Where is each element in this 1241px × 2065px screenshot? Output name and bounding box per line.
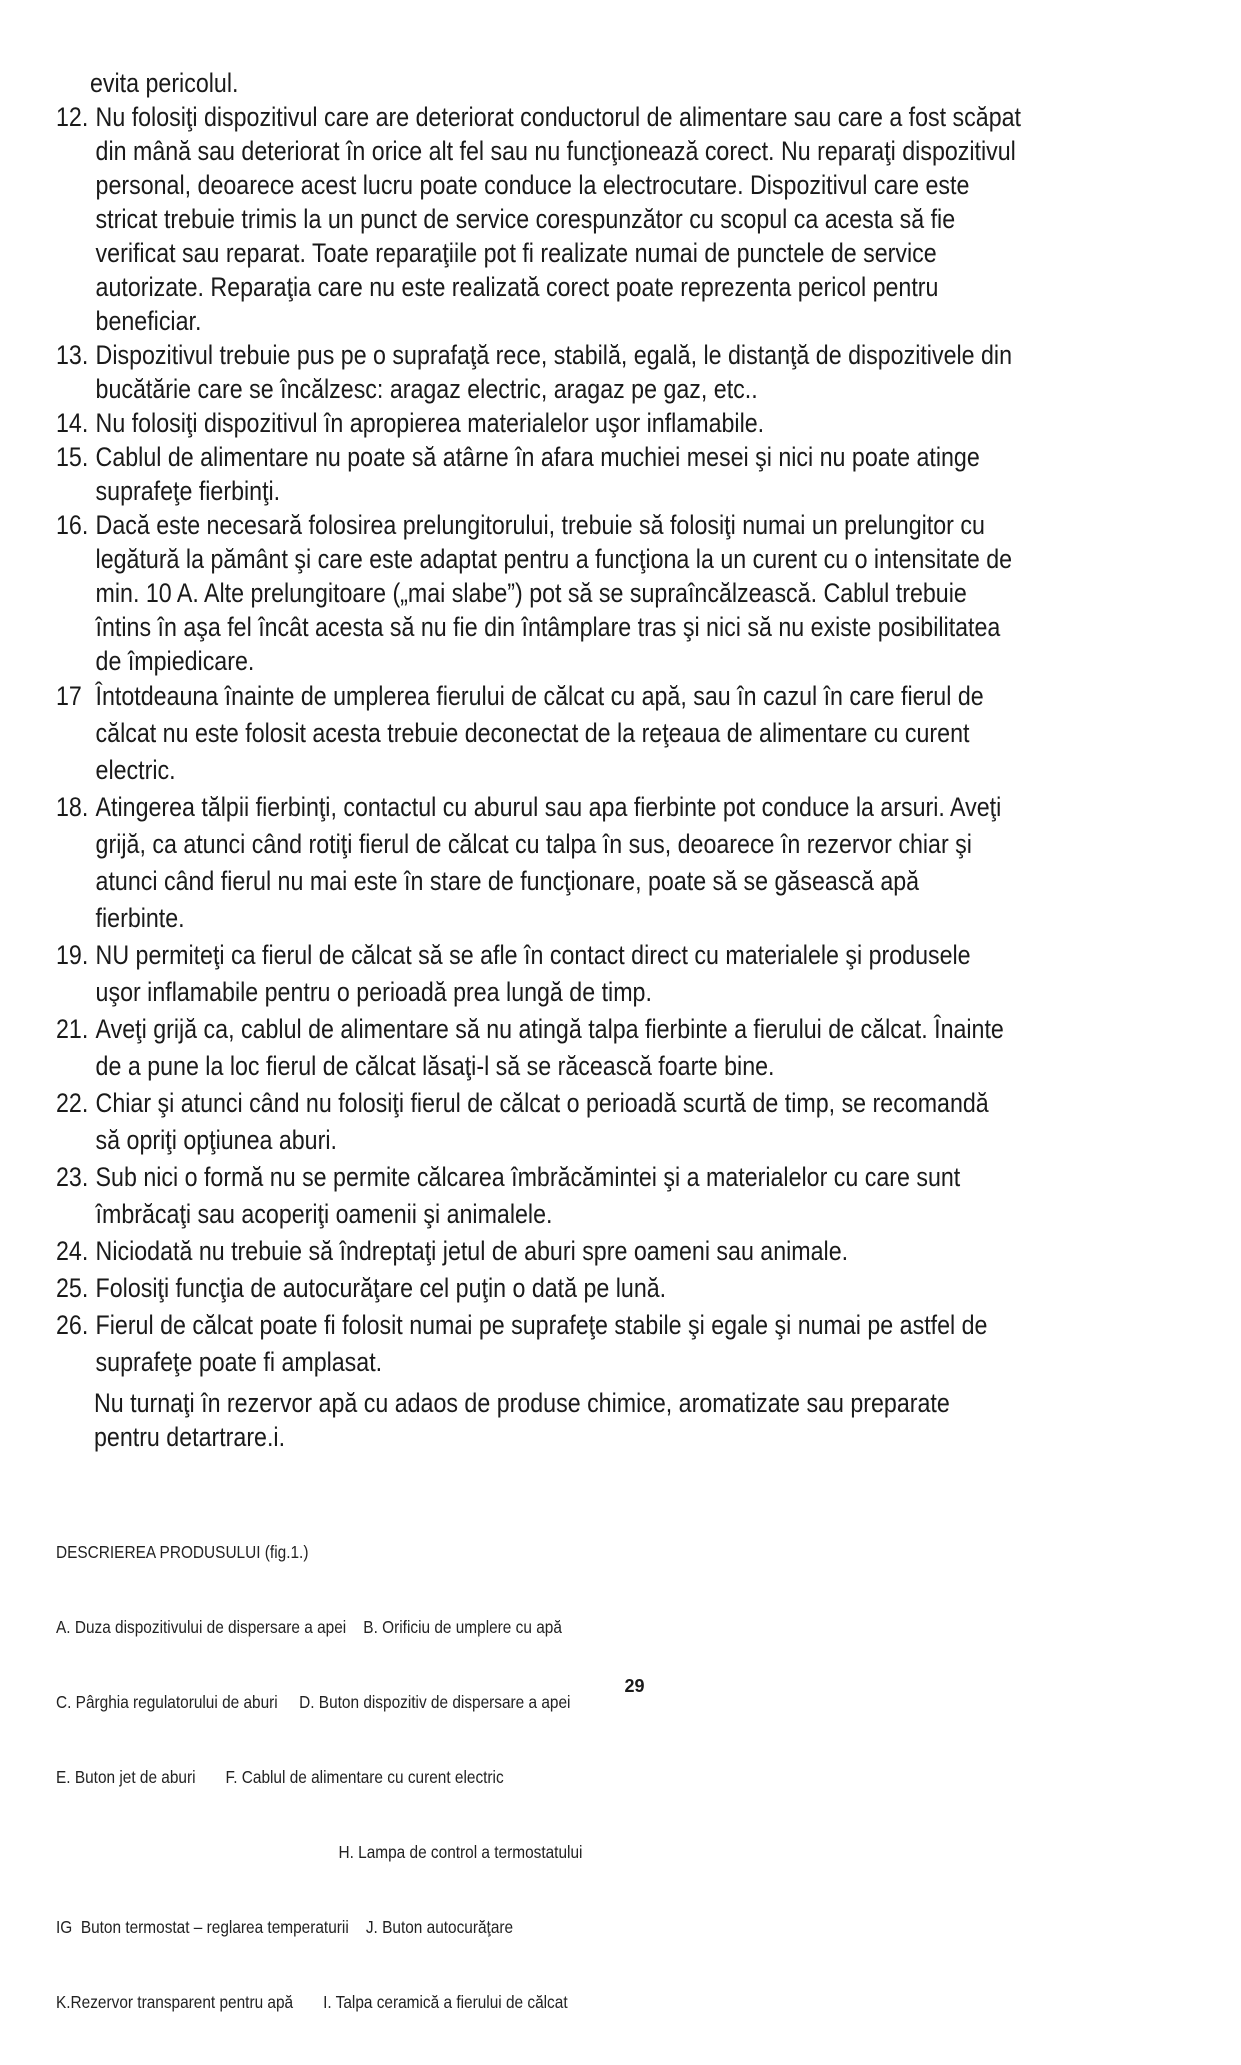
- description-title: DESCRIEREA PRODUSULUI (fig.1.): [56, 1542, 309, 1562]
- description-row: A. Duza dispozitivului de dispersare a apei B. Orificiu de umplere cu apă: [56, 1617, 562, 1637]
- list-item-number: 25.: [56, 1273, 89, 1303]
- list-item-text: Niciodată nu trebuie să îndreptaţi jetul de aburi spre oameni sau animale.: [95, 1236, 849, 1266]
- description-row: C. Pârghia regulatorului de aburi D. Buton dispozitiv de dispersare a apei: [56, 1692, 571, 1712]
- list-item-text: Atingerea tălpii fierbinţi, contactul cu aburul sau apa fierbinte pot conduce la arsuri. Aveţi grijă, ca atunci când rotiţi fierul de călcat cu talpa în sus, deoarece în rezervor chiar şi atunci când fierul nu mai este în stare de funcţionare, poate să se găsească apă fierbinte.: [95, 792, 1002, 933]
- list-item-text: Fierul de călcat poate fi folosit numai pe suprafeţe stabile şi egale şi numai pe astfel de suprafeţe poate fi amplasat.: [95, 1310, 988, 1377]
- warning-note: Nu turnaţi în rezervor apă cu adaos de produse chimice, aromatizate sau preparate pentru detartrare.i.: [94, 1388, 950, 1452]
- list-item: [56, 1159, 1221, 1233]
- continued-text: evita pericolul.: [90, 68, 239, 98]
- list-item: [56, 1085, 1221, 1159]
- list-item-text: Nu folosiţi dispozitivul care are deteriorat conductorul de alimentare sau care a fost scăpat din mână sau deteriorat în orice alt fel sau nu funcţionează corect. Nu reparaţi dispozitivul personal, deoarece acest lucru poate conduce la electrocutare. Dispozitivul care este stricat trebuie trimis la un punct de service corespunzător cu scopul ca acesta să fie verificat sau reparat. Toate reparaţiile pot fi realizate numai de punctele de service autorizate. Reparaţia care nu este realizată corect poate reprezenta pericol pentru beneficiar.: [95, 102, 1021, 336]
- list-item-text: Sub nici o formă nu se permite călcarea îmbrăcămintei şi a materialelor cu care sunt îmbrăcaţi sau acoperiţi oamenii şi animalele.: [95, 1162, 961, 1229]
- list-item-text: Folosiţi funcţia de autocurăţare cel puţin o dată pe lună.: [95, 1273, 667, 1303]
- list-item: [56, 678, 1221, 789]
- list-item: [56, 100, 1221, 338]
- list-item-number: 21.: [56, 1014, 89, 1044]
- list-item: [56, 440, 1221, 508]
- list-item-number: 24.: [56, 1236, 89, 1266]
- list-item-number: 18.: [56, 792, 89, 822]
- list-item: [56, 789, 1221, 937]
- safety-instructions-list: [56, 100, 1221, 1381]
- description-row: E. Buton jet de aburi F. Cablul de alimentare cu curent electric: [56, 1767, 504, 1787]
- description-row: K.Rezervor transparent pentru apă I. Talpa ceramică a fierului de călcat: [56, 1992, 568, 2012]
- list-item-number: 15.: [56, 442, 89, 472]
- list-item-number: 19.: [56, 940, 89, 970]
- product-description: [56, 1490, 582, 2065]
- list-item-text: Chiar şi atunci când nu folosiţi fierul de călcat o perioadă scurtă de timp, se recomandă să opriţi opţiunea aburi.: [95, 1088, 989, 1155]
- description-row: H. Lampa de control a termostatului: [338, 1842, 583, 1862]
- list-item-text: NU permiteţi ca fierul de călcat să se afle în contact direct cu materialele şi produsele uşor inflamabile pentru o perioadă prea lungă de timp.: [95, 940, 971, 1007]
- list-item-text: Întotdeauna înainte de umplerea fierului de călcat cu apă, sau în cazul în care fierul de călcat nu este folosit acesta trebuie deconectat de la reţeaua de alimentare cu curent electric.: [95, 681, 984, 785]
- page-number: 29: [624, 1676, 645, 1696]
- list-item-number: 22.: [56, 1088, 89, 1118]
- list-item-text: Cablul de alimentare nu poate să atârne în afara muchiei mesei şi nici nu poate atinge suprafeţe fierbinţi.: [95, 442, 980, 506]
- list-item: [56, 406, 1221, 440]
- list-item: [56, 937, 1221, 1011]
- list-item-text: Dispozitivul trebuie pus pe o suprafaţă rece, stabilă, egală, le distanţă de dispozitivele din bucătărie care se încălzesc: aragaz electric, aragaz pe gaz, etc..: [95, 340, 1013, 404]
- list-item-number: 26.: [56, 1310, 89, 1340]
- list-item: [56, 1307, 1221, 1381]
- list-item-number: 12.: [56, 102, 89, 132]
- list-item: [56, 508, 1221, 678]
- list-item-text: Aveţi grijă ca, cablul de alimentare să nu atingă talpa fierbinte a fierului de călcat. Înainte de a pune la loc fierul de călcat lăsaţi-l să se răcească foarte bine.: [95, 1014, 1004, 1081]
- list-item: [56, 1270, 1221, 1307]
- list-item: [56, 1233, 1221, 1270]
- list-item: [56, 338, 1221, 406]
- description-row: IG Buton termostat – reglarea temperaturii J. Buton autocurăţare: [56, 1917, 514, 1937]
- list-item: [56, 1011, 1221, 1085]
- list-item-number: 17: [56, 681, 82, 711]
- list-item-text: Dacă este necesară folosirea prelungitorului, trebuie să folosiţi numai un prelungitor cu legătură la pământ şi care este adaptat pentru a funcţiona la un curent cu o intensitate de min. 10 A. Alte prelungitoare („mai slabe”) pot să se supraîncălzească. Cablul trebuie întins în aşa fel încât acesta să nu fie din întâmplare tras şi nici să nu existe posibilitatea de împiedicare.: [95, 510, 1013, 676]
- list-item-number: 23.: [56, 1162, 89, 1192]
- list-item-number: 13.: [56, 340, 89, 370]
- list-item-number: 16.: [56, 510, 89, 540]
- list-item-number: 14.: [56, 408, 89, 438]
- list-item-text: Nu folosiţi dispozitivul în apropierea materialelor uşor inflamabile.: [95, 408, 765, 438]
